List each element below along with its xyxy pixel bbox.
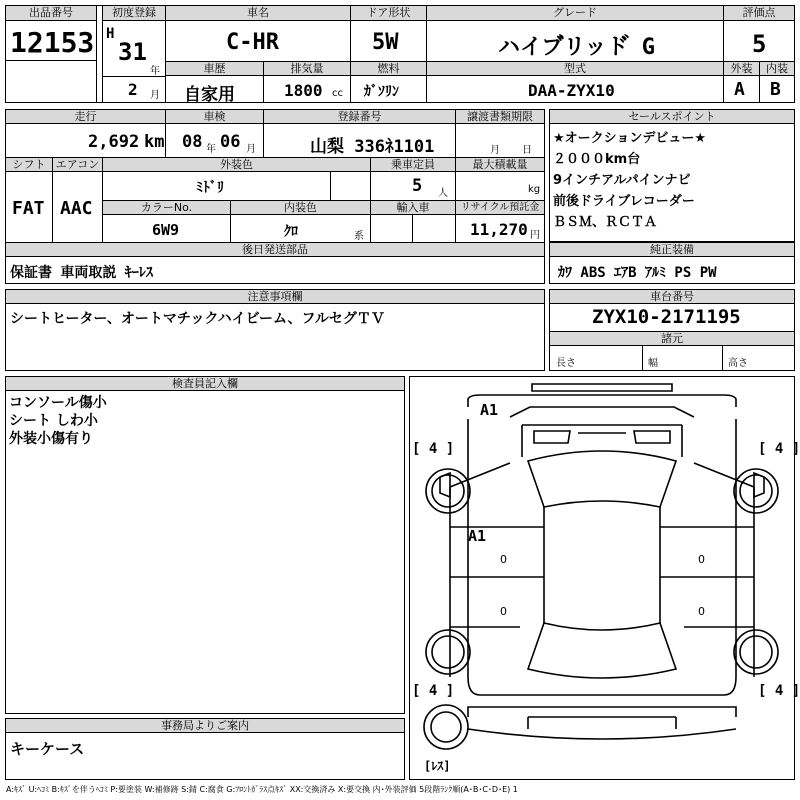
tire-rear-right: [ 4 ] <box>758 683 800 699</box>
inspector-notes <box>9 394 107 448</box>
score-header: 評価点 <box>724 6 794 21</box>
svg-text:0: 0 <box>698 553 705 566</box>
lot-number: 12153 <box>10 26 95 59</box>
sales-line: ２０００km台 <box>553 152 641 167</box>
tire-front-left: [ 4 ] <box>412 441 455 457</box>
mileage: 2,692 <box>88 132 140 152</box>
capacity-header: 乗車定員 <box>371 158 455 172</box>
fuel-header: 燃料 <box>351 62 426 76</box>
tire-rear-left: [ 4 ] <box>412 683 455 699</box>
car-name: C-HR <box>226 30 279 55</box>
int-color-header: 内装色 <box>231 201 370 215</box>
notes: シートヒーター、オートマチックハイビーム、フルセグＴＶ <box>10 311 385 327</box>
int-color-unit: 系 <box>354 231 364 242</box>
insp-month-unit: 月 <box>246 144 256 155</box>
grade-header: グレード <box>427 6 723 21</box>
office-header: 事務局よりご案内 <box>6 719 404 733</box>
year-unit: 年 <box>150 66 160 77</box>
reg-year: 31 <box>118 38 147 66</box>
svg-text:0: 0 <box>500 605 507 618</box>
inspector-header: 検査員記入欄 <box>6 377 404 391</box>
dims-header: 諸元 <box>550 332 794 346</box>
transfer-day-unit: 日 <box>522 145 532 156</box>
sales-line: 前後ドライブレコーダー <box>553 194 695 209</box>
inspection-header: 車検 <box>166 110 263 124</box>
load-unit: kg <box>528 184 541 195</box>
recycle-header: リサイクル預託金 <box>456 201 544 215</box>
info-section <box>5 109 545 284</box>
color-header: 外装色 <box>103 158 370 172</box>
car-name-header: 車名 <box>166 6 350 21</box>
width-label: 幅 <box>648 358 658 369</box>
car-diagram <box>409 376 800 780</box>
inspector-line: 外装小傷有り <box>9 431 93 447</box>
plate: 山梨 336ﾈ1101 <box>310 137 435 157</box>
first-reg-header: 初度登録 <box>103 6 165 21</box>
car-diagram-svg <box>410 377 794 779</box>
sales-points <box>553 128 706 233</box>
tire-front-right: [ 4 ] <box>758 441 800 457</box>
ac: AAC <box>60 198 93 219</box>
equipment-header: 純正装備 <box>550 243 794 257</box>
capacity: 5 <box>412 176 423 196</box>
inspector-line: コンソール傷小 <box>9 395 107 411</box>
legend: A:ｷｽﾞ U:ﾍｺﾐ B:ｷｽﾞを伴うﾍｺﾐ P:要塗装 W:補修跡 S:錆 C:腐食 G:ﾌﾛﾝﾄｶﾞﾗｽ点ｷｽﾞ XX:交換済み X:要交換 内･外装評価 5段階ﾗﾝｸ順(A･B･C･D･E) 1 <box>6 785 518 794</box>
grade: ハイブ゙リッド゙ G <box>498 35 655 60</box>
displacement-header: 排気量 <box>264 62 350 76</box>
sales-header: セールスポイント <box>550 110 794 124</box>
height-label: 高さ <box>728 358 748 369</box>
mileage-header: 走行 <box>6 110 165 124</box>
shift: FAT <box>12 198 45 219</box>
damage-mark-side: A1 <box>468 527 487 545</box>
month-unit: 月 <box>150 90 160 101</box>
svg-text:0: 0 <box>500 553 507 566</box>
lot-header: 出品番号 <box>6 6 96 21</box>
office-note: キーケース <box>10 740 85 758</box>
transfer-header: 譲渡書類期限 <box>456 110 544 124</box>
shift-header: シフト <box>6 158 52 172</box>
sales-line: ＢＳＭ、ＲＣＴＡ <box>553 215 658 230</box>
interior-score: B <box>770 79 781 100</box>
sales-line: 9インチアルパインナビ <box>553 173 691 188</box>
inspector-line: シート しわ小 <box>9 413 98 429</box>
sales-line: ★オークションデビュー★ <box>553 131 707 146</box>
door-header: ドア形状 <box>351 6 426 21</box>
door-type: 5W <box>372 30 399 55</box>
recycle: 11,270 <box>470 220 528 239</box>
import-header: 輸入車 <box>371 201 455 215</box>
displacement-unit: cc <box>332 88 343 99</box>
color-no: 6W9 <box>152 221 180 239</box>
plate-header: 登録番号 <box>264 110 455 124</box>
history: 自家用 <box>184 85 235 105</box>
later-parts: 保証書 車両取説 ｷｰﾚｽ <box>10 265 153 281</box>
color-no-header: カラーNo. <box>103 201 230 215</box>
insp-month: 06 <box>220 132 241 152</box>
exterior-score: A <box>734 79 745 100</box>
model-header: 型式 <box>427 62 723 76</box>
int-color: ｸﾛ <box>284 224 298 240</box>
fuel: ｶﾞｿﾘﾝ <box>364 84 399 100</box>
notes-header: 注意事項欄 <box>6 290 544 304</box>
ac-header: エアコン <box>53 158 102 172</box>
history-header: 車歴 <box>166 62 263 76</box>
displacement: 1800 <box>284 81 323 100</box>
chassis-header: 車台番号 <box>550 290 794 304</box>
score: 5 <box>752 30 767 58</box>
model: DAA-ZYX10 <box>528 81 615 100</box>
insp-year-unit: 年 <box>206 144 216 155</box>
load-header: 最大積載量 <box>456 158 544 172</box>
exterior-header: 外装 <box>724 62 759 76</box>
recycle-unit: 円 <box>530 230 540 241</box>
length-label: 長さ <box>556 358 576 369</box>
chassis-number: ZYX10-2171195 <box>592 306 741 328</box>
capacity-unit: 人 <box>438 188 448 199</box>
svg-text:0: 0 <box>698 605 705 618</box>
mileage-unit: km <box>144 132 165 152</box>
reg-month: 2 <box>128 80 138 99</box>
damage-mark-top: A1 <box>480 401 499 419</box>
era: H <box>106 26 115 42</box>
insp-year: 08 <box>182 132 203 152</box>
interior-header: 内装 <box>760 62 794 76</box>
color: ﾐﾄﾞﾘ <box>196 180 224 196</box>
transfer-month-unit: 月 <box>490 145 500 156</box>
spare-tire: [ﾚｽ] <box>424 759 451 773</box>
later-header: 後日発送部品 <box>6 243 544 257</box>
equipment: ｶﾜ ABS ｴｱB ｱﾙﾐ PS PW <box>558 265 717 281</box>
